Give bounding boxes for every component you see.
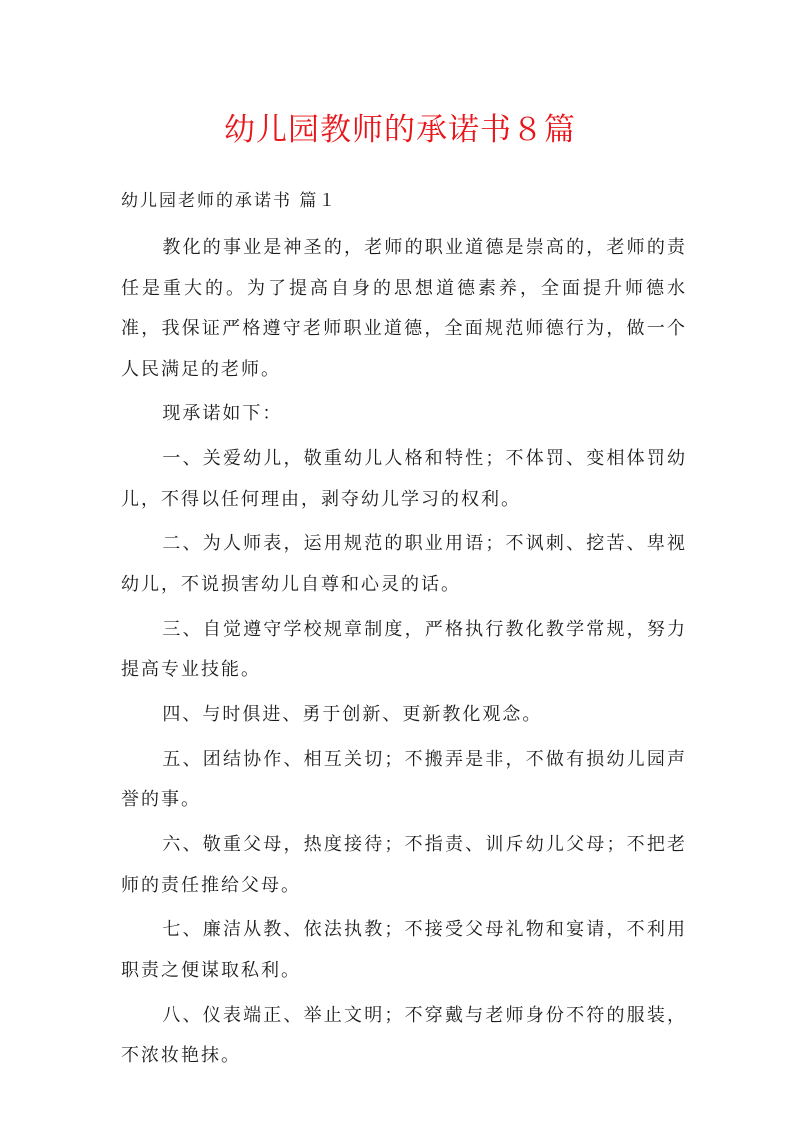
paragraph-item-5: 五、团结协作、相互关切；不搬弄是非，不做有损幼儿园声誉的事。 (121, 748, 687, 811)
document-title: 幼儿园教师的承诺书８篇 (224, 112, 576, 148)
paragraph-item-6: 六、敬重父母，热度接待；不指责、训斥幼儿父母；不把老师的责任推给父母。 (121, 834, 687, 896)
paragraph-item-1: 一、关爱幼儿，敬重幼儿人格和特性；不体罚、变相体罚幼儿，不得以任何理由，剥夺幼儿学习的权利。 (121, 448, 687, 510)
paragraph-item-7: 七、廉洁从教、依法执教；不接受父母礼物和宴请，不利用职责之便谋取私利。 (121, 919, 687, 981)
paragraph-item-2: 二、为人师表，运用规范的职业用语；不讽刺、挖苦、卑视幼儿，不说损害幼儿自尊和心灵的话。 (121, 533, 687, 595)
paragraph-commitment-lead: 现承诺如下： (162, 403, 283, 425)
paragraph-item-4: 四、与时俱进、勇于创新、更新教化观念。 (162, 703, 543, 725)
section-heading: 幼儿园老师的承诺书 篇１ (121, 191, 338, 211)
document-body (121, 228, 687, 1081)
paragraph-intro: 教化的事业是神圣的，老师的职业道德是崇高的，老师的责任是重大的。为了提高自身的思想道德素养，全面提升师德水准，我保证严格遵守老师职业道德，全面规范师德行为，做一个人民满足的老师。 (121, 237, 687, 380)
paragraph-item-8: 八、仪表端正、举止文明；不穿戴与老师身份不符的服装，不浓妆艳抹。 (121, 1004, 687, 1067)
paragraph-item-3: 三、自觉遵守学校规章制度，严格执行教化教学常规，努力提高专业技能。 (121, 618, 687, 681)
